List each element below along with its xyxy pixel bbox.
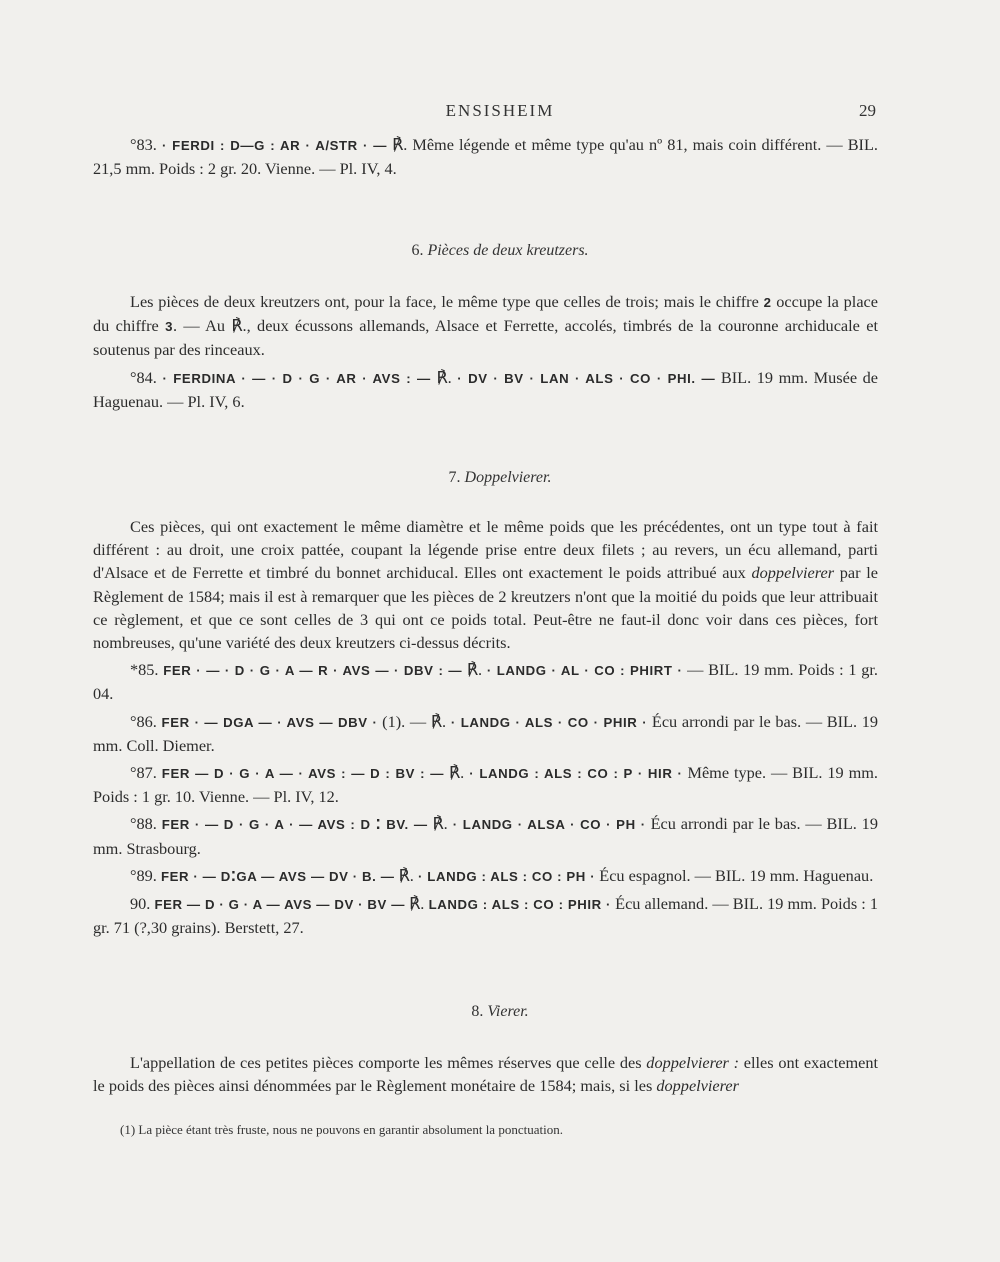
entry-number: 90. bbox=[130, 894, 151, 914]
entry-number: °83. bbox=[130, 135, 157, 154]
section-number: 8. bbox=[471, 1003, 484, 1020]
entry-number: *85. bbox=[130, 660, 159, 680]
reverse-symbol: ℟. bbox=[448, 763, 465, 783]
entry-description: — BIL. 19 mm. Poids : 1 gr. 04. bbox=[93, 660, 878, 704]
entry-description: Écu arrondi par le bas. — BIL. 19 mm. Strasbourg. bbox=[93, 814, 878, 858]
entry-83-text bbox=[93, 133, 878, 180]
reverse-symbol: ℟. bbox=[398, 865, 414, 885]
reverse-legend: · DV · BV · LAN · ALS · CO · PHI. — bbox=[457, 370, 716, 386]
entry-description: Même type. — BIL. 19 mm. Poids : 1 gr. 10. Vienne. — Pl. IV, 12. bbox=[93, 763, 878, 807]
intro-italic: doppelvierer bbox=[656, 1076, 739, 1096]
reverse-legend: · LANDG · ALS · CO · PHIR · bbox=[446, 714, 648, 730]
reverse-symbol: ℟. bbox=[432, 814, 448, 834]
section-8-body bbox=[93, 1051, 878, 1101]
entry-number: °88. bbox=[130, 814, 157, 834]
obverse-legend: FER — D · G · A — AVS — DV · BV — bbox=[154, 897, 406, 913]
obverse-legend: FER · — · D · G · A — R · AVS — · DBV : — bbox=[163, 663, 463, 679]
reverse-symbol: ℟. bbox=[436, 367, 452, 387]
entry-88 bbox=[93, 812, 878, 859]
entry-84 bbox=[93, 366, 878, 413]
intro-italic: doppelvierer : bbox=[646, 1053, 740, 1072]
entry-number: °87. bbox=[130, 763, 157, 783]
intro-text: Les pièces de deux kreutzers ont, pour la face, le même type que celles de trois; mais le chiffre bbox=[130, 292, 764, 311]
entry-description: Écu arrondi par le bas. — BIL. 19 mm. Coll. Diemer. bbox=[93, 711, 879, 755]
entry-number: °84. bbox=[130, 367, 157, 387]
entry-89 bbox=[93, 864, 878, 888]
running-title: ENSISHEIM bbox=[445, 101, 555, 120]
intro-text: occupe la place du chiffre bbox=[93, 292, 879, 336]
entry-description: Écu allemand. — BIL. 19 mm. Poids : 1 gr. 71 (?,30 grains). Berstett, 27. bbox=[93, 894, 878, 938]
footnote bbox=[120, 1122, 880, 1138]
obverse-legend: · FERDI : D—G : AR · A/STR · — bbox=[161, 138, 388, 153]
reverse-symbol: ℟. bbox=[466, 660, 483, 680]
obverse-legend: FER · — D⁚GA — AVS — DV · B. — bbox=[160, 868, 395, 884]
reverse-legend: · LANDG : ALS : CO : P · HIR · bbox=[464, 766, 683, 782]
intro-italic: doppelvierer bbox=[751, 563, 835, 583]
footnote-text: (1) La pièce étant très fruste, nous ne pouvons en garantir absolument la ponctuation. bbox=[120, 1122, 563, 1137]
obverse-legend: FER — D · G · A — · AVS : — D : BV : — bbox=[161, 766, 445, 782]
reverse-legend: · LANDG · ALSA · CO · PH · bbox=[447, 817, 646, 833]
section-6-body bbox=[93, 290, 878, 417]
reverse-legend: · LANDG · AL · CO : PHIRT · bbox=[486, 663, 683, 679]
section-number: 6. bbox=[411, 242, 424, 259]
section-name: Vierer. bbox=[487, 1003, 529, 1020]
digit-2: 2 bbox=[763, 295, 772, 310]
digit-3: 3 bbox=[165, 319, 174, 335]
reverse-symbol: ℟. bbox=[392, 135, 408, 154]
intro-text: , deux écussons allemands, Alsace et Ferrette, accolés, timbrés de la couronne archiducale et soutenus par des rinceaux. bbox=[93, 316, 878, 360]
entry-90 bbox=[93, 892, 878, 939]
entry-number: °86. bbox=[130, 711, 157, 731]
entry-description: Même légende et même type qu'au nº 81, mais coin différent. — BIL. 21,5 mm. Poids : 2 gr. 20. Vienne. — Pl. IV, 4. bbox=[93, 135, 878, 179]
entry-83 bbox=[93, 133, 878, 180]
section-8-intro bbox=[93, 1051, 878, 1097]
entry-number: °89. bbox=[130, 865, 157, 885]
entry-85 bbox=[93, 658, 878, 705]
section-6-intro bbox=[93, 290, 878, 362]
intro-text: Ces pièces, qui ont exactement le même diamètre et le même poids que les précédentes, ont un type tout à fait différent : au droit, une croix pattée, coupant la légende prise entre deux filets ; au revers, un écu allemand, parti d'Alsace et de Ferrette et timbré du bonnet archiducal. Elles ont exactement le poids attribué aux bbox=[93, 517, 878, 583]
intro-text: . — Au bbox=[173, 316, 232, 336]
reverse-symbol: ℟. bbox=[231, 316, 247, 336]
section-name: Pièces de deux kreutzers. bbox=[427, 242, 589, 259]
obverse-legend: FER · — DGA — · AVS — DBV · bbox=[161, 714, 378, 730]
section-name: Doppelvierer. bbox=[464, 469, 552, 486]
reverse-legend: LANDG : ALS : CO : PHIR · bbox=[424, 897, 612, 913]
entry-86 bbox=[93, 710, 878, 757]
obverse-legend: · FERDINA · — · D · G · AR · AVS : — bbox=[162, 370, 431, 386]
obverse-legend: FER · — D · G · A · — AVS : D ⁚ BV. — bbox=[161, 817, 428, 833]
intro-text: par le Règlement de 1584; mais il est à remarquer que les pièces de 2 kreutzers n'ont que la moitié du poids que leur attribuait ce règlement, et que ce sont celles de 3 qui ont ce poids total. Peut-être ne faut-il donc voir dans ces pièces, fort nombreuses, qu'une variété des deux kreutzers ci-dessus décrits. bbox=[93, 563, 878, 653]
page-header bbox=[0, 101, 1000, 123]
footnote-ref: (1). — bbox=[377, 711, 431, 731]
page-number: 29 bbox=[859, 101, 876, 120]
section-8-title bbox=[0, 1003, 1000, 1021]
section-7-intro bbox=[93, 515, 878, 654]
section-number: 7. bbox=[448, 469, 461, 486]
reverse-symbol: ℟. bbox=[430, 711, 447, 731]
intro-text: elles ont exactement le poids des pièces ainsi dénommées par le Règlement monétaire de 1584; mais, si les bbox=[93, 1053, 879, 1096]
section-6-title bbox=[0, 242, 1000, 260]
reverse-legend: · LANDG : ALS : CO : PH · bbox=[413, 868, 596, 884]
entry-description: Écu espagnol. — BIL. 19 mm. Haguenau. bbox=[595, 865, 874, 885]
reverse-symbol: ℟. bbox=[409, 894, 425, 914]
intro-text: L'appellation de ces petites pièces comporte les mêmes réserves que celle des bbox=[130, 1053, 647, 1072]
section-7-title bbox=[0, 469, 1000, 487]
entry-description: BIL. 19 mm. Musée de Haguenau. — Pl. IV, 6. bbox=[93, 367, 879, 411]
section-7-body bbox=[93, 515, 878, 943]
entry-87 bbox=[93, 761, 878, 808]
